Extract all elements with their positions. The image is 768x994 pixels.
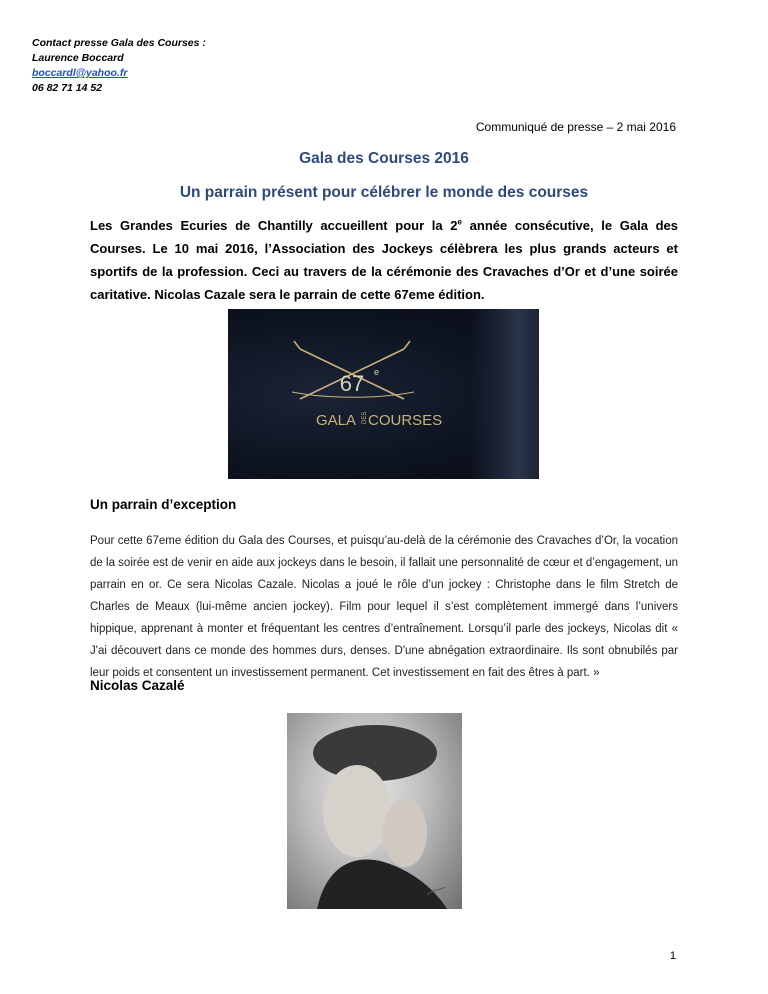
logo-number-sup: e [374, 367, 380, 377]
portrait-illustration [287, 713, 462, 909]
section-body-sponsor: Pour cette 67eme édition du Gala des Courses, et puisqu’au-delà de la cérémonie des Cravaches d’Or, la vocation de la soirée est de venir en aide aux jockeys dans le besoin, il fallait une personnalité de cœur et d’engagement, un parrain en or. Ce sera Nicolas Cazale. Nicolas a joué le rôle d’un jockey : Christophe dans le film Stretch de Charles de Meaux (lui-même ancien jockey). Film pour lequel il s’est complètement immergé dans l’univers hippique, apprenant à monter et fréquentant les centres d’entraînement. Lorsqu’il parle des jockeys, Nicolas dit « J'ai découvert dans ce monde des hommes durs, denses. D'une abnégation extraordinaire. Ils sont obnubilés par leur poids et consentent un investissement permanent. Cet investissement en fait des êtres à part. » [90, 535, 678, 679]
page-subtitle: Un parrain présent pour célébrer le monde des courses [179, 184, 589, 201]
section-heading-nicolas: Nicolas Cazalé [90, 678, 185, 693]
logo-number: 67 [339, 371, 365, 396]
intro-paragraph [90, 214, 678, 306]
contact-line-1: Contact presse Gala des Courses : [32, 37, 206, 49]
contact-name: Laurence Boccard [32, 52, 124, 64]
logo-word-courses: COURSES [368, 412, 443, 429]
intro-text-2: année consécutive, le Gala des Courses. Le 10 mai 2016, l’Association des Jockeys célèbrera les plus grands acteurs et sportifs de la profession. Ceci au travers de la cérémonie des Cravaches d’Or et d’une soirée caritative. Nicolas Cazale sera le parrain de cette 67eme édition. [90, 218, 679, 302]
press-release-date: Communiqué de presse – 2 mai 2016 [475, 120, 676, 134]
intro-superscript: e [457, 217, 462, 227]
logo-word-gala: GALA [316, 412, 357, 429]
press-contact [32, 36, 206, 96]
contact-email-link[interactable]: boccardl@yahoo.fr [32, 67, 128, 79]
jacket-shape [317, 859, 447, 909]
section-heading-sponsor: Un parrain d’exception [90, 497, 237, 512]
hand-shape [383, 799, 427, 867]
portrait-photo [287, 713, 462, 909]
page-title: Gala des Courses 2016 [299, 150, 469, 167]
gala-logo [228, 309, 539, 479]
intro-text-1: Les Grandes Ecuries de Chantilly accueillent pour la 2 [90, 218, 458, 233]
logo-word-des: DES [362, 411, 368, 424]
page-number: 1 [669, 950, 676, 962]
gala-logo-image [228, 309, 539, 479]
face-shape [323, 765, 391, 857]
contact-phone: 06 82 71 14 52 [32, 82, 103, 94]
